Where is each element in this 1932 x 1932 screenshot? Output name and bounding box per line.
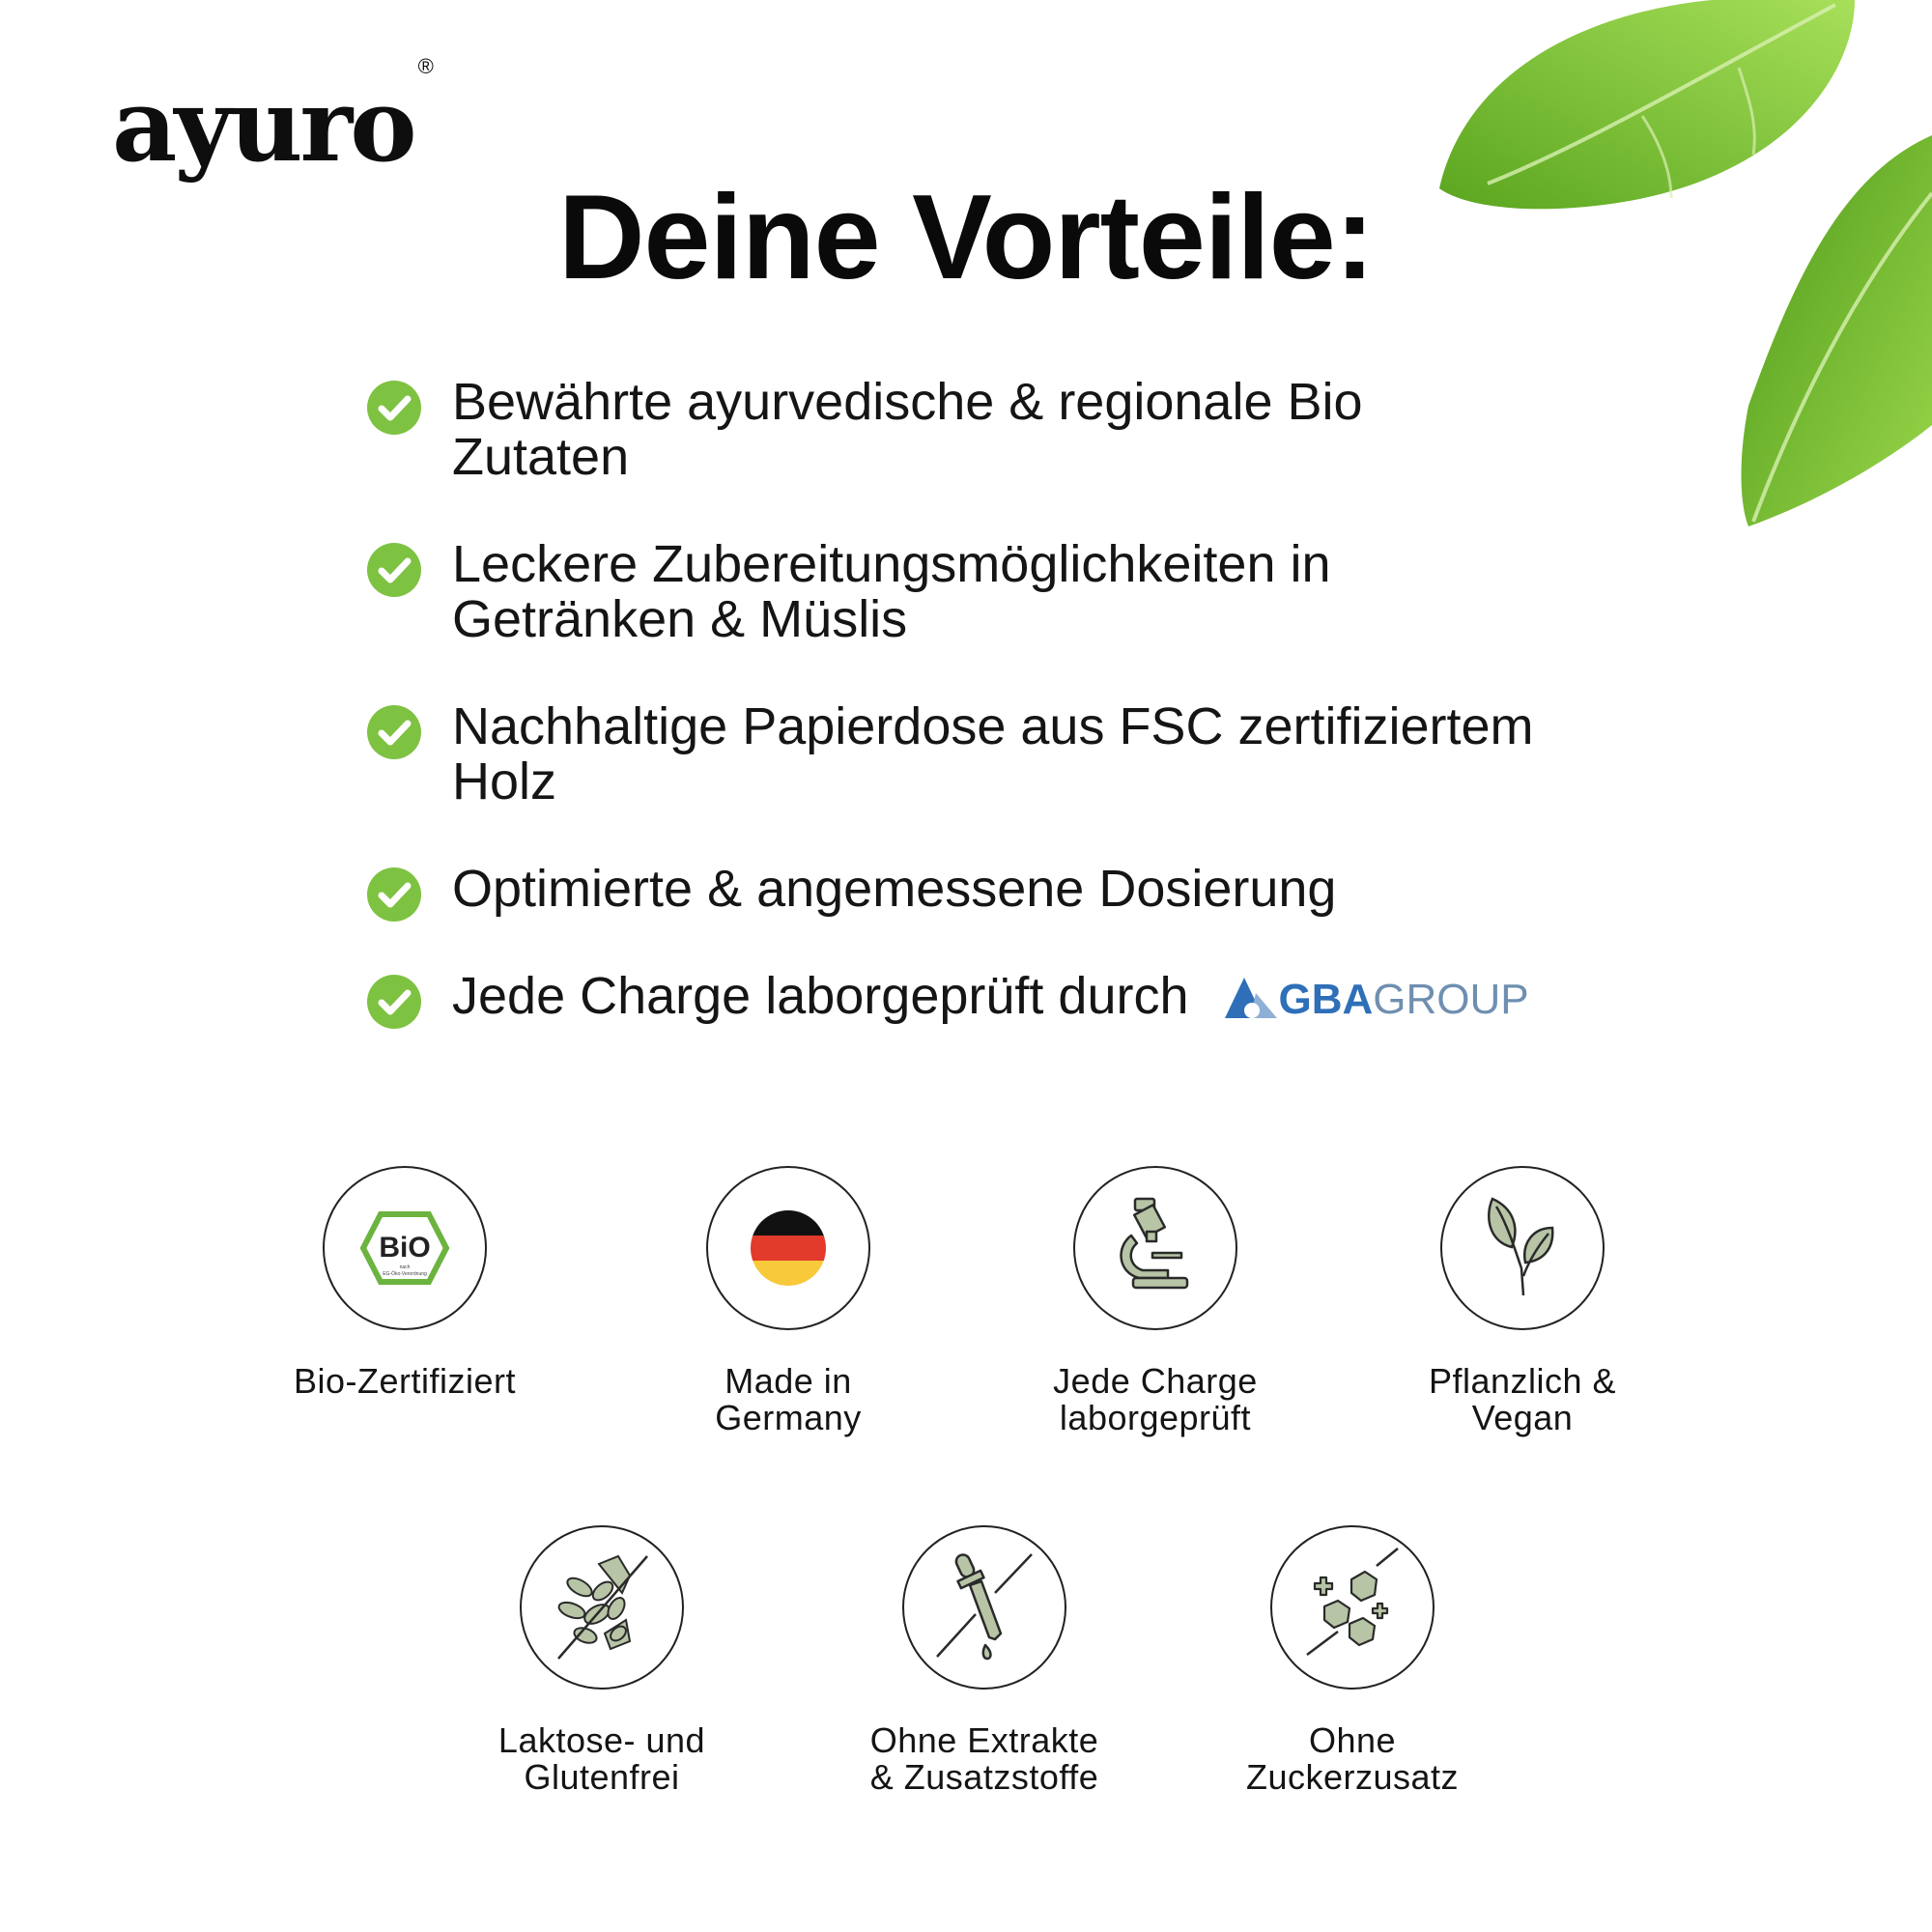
badge-lactose-gluten-free <box>457 1525 747 1796</box>
check-icon <box>367 381 421 435</box>
gba-text-strong: GBA <box>1278 975 1374 1023</box>
badge-label: Made in Germany <box>715 1361 862 1437</box>
benefit-text-cont: Zutaten <box>452 428 630 486</box>
gba-text-light: GROUP <box>1373 975 1529 1023</box>
brand-name: ayuro <box>112 66 414 185</box>
check-icon <box>367 705 421 759</box>
benefit-text-cont: Holz <box>452 753 557 810</box>
badge-label: Pflanzlich & Vegan <box>1428 1361 1617 1437</box>
benefit-item <box>367 699 1642 810</box>
bio-seal-icon <box>323 1166 487 1330</box>
gba-triangle-icon <box>1223 976 1279 1022</box>
check-icon <box>367 975 421 1029</box>
benefit-item <box>367 969 1642 1029</box>
badge-label: Ohne Extrakte & Zusatzstoffe <box>869 1720 1099 1797</box>
registered-mark: ® <box>417 54 434 79</box>
benefit-text: Nachhaltige Papierdose aus FSC zertifiziertem <box>452 697 1534 755</box>
benefit-item <box>367 537 1642 647</box>
badge-label: Laktose- und Glutenfrei <box>497 1720 706 1797</box>
benefit-item <box>367 375 1642 485</box>
check-icon <box>367 543 421 597</box>
bio-seal-sub2: EG-Öko-Verordnung <box>383 1271 427 1277</box>
badge-label: Jede Charge laborgeprüft <box>1053 1361 1258 1437</box>
check-icon <box>367 867 421 922</box>
benefit-text: Optimierte & angemessene Dosierung <box>452 860 1337 918</box>
badge-lab-tested <box>1010 1166 1300 1436</box>
benefit-text: Jede Charge laborgeprüft durch <box>452 967 1189 1025</box>
benefit-text: Leckere Zubereitungsmöglichkeiten in <box>452 535 1331 593</box>
no-lactose-gluten-icon <box>520 1525 684 1690</box>
no-sugar-cubes-icon <box>1270 1525 1435 1690</box>
badge-bio <box>260 1166 550 1400</box>
bio-seal-sub: nach <box>399 1264 411 1270</box>
page-title: Deine Vorteile: <box>557 171 1375 304</box>
germany-flag-icon <box>706 1166 870 1330</box>
no-extracts-dropper-icon <box>902 1525 1066 1690</box>
bio-seal-text: BiO <box>379 1232 431 1264</box>
benefits-list <box>367 375 1642 1029</box>
benefit-text: Bewährte ayurvedische & regionale Bio <box>452 373 1363 431</box>
benefit-item <box>367 862 1642 917</box>
badge-no-sugar <box>1208 1525 1497 1796</box>
microscope-icon <box>1073 1166 1237 1330</box>
brand-logo <box>112 54 434 185</box>
badge-vegan <box>1378 1166 1667 1436</box>
benefit-text-cont: Getränken & Müslis <box>452 590 908 648</box>
badge-germany <box>643 1166 933 1436</box>
badge-no-extracts <box>839 1525 1129 1796</box>
badge-label: Ohne Zuckerzusatz <box>1245 1720 1460 1797</box>
badge-label: Bio-Zertifiziert <box>293 1361 517 1401</box>
gba-group-logo <box>1223 969 1529 1027</box>
leaf-plant-icon <box>1440 1166 1605 1330</box>
